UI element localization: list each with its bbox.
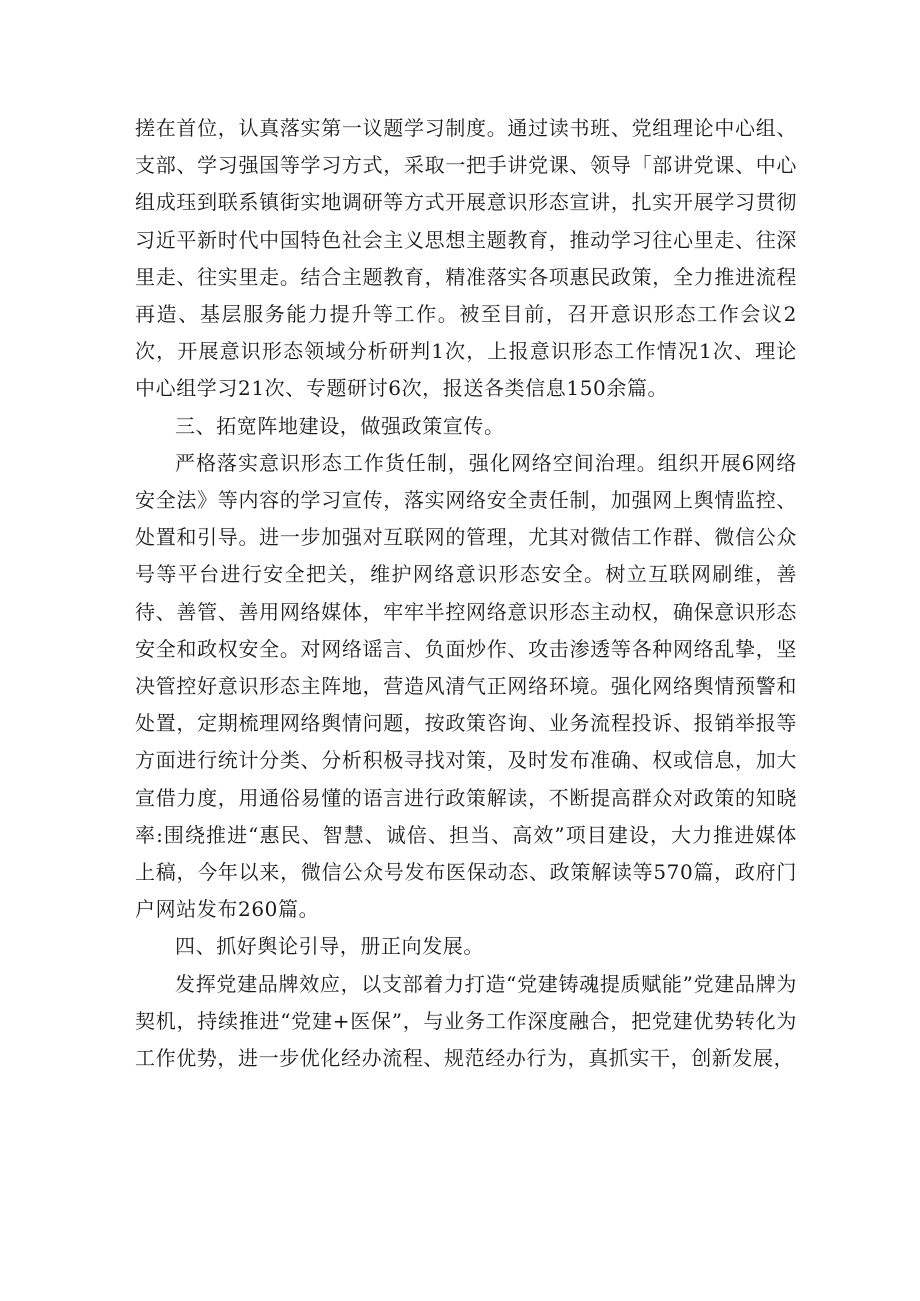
section-heading-four: 四、抓好舆论引导，册正向发展。 [175,934,484,959]
section-heading-three: 三、拓宽阵地建设，做强政策宣传。 [175,413,505,438]
document-body [135,110,797,1077]
paragraph-continuation: 搓在首位，认真落实第一议题学习制度。通过读书班、党组理论中心组、支部、学习强国等学习方式，采取一把手讲党课、领导「部讲党课、中心组成珏到联系镇街实地调研等方式开展意识形态宣讲，扎实开展学习贯彻习近平新时代中国特色社会主义思想主题教育，推动学习往心里走、往深里走、往实里走。结合主题教育，精准落实各项惠民政策，全力推进流程再造、基层服务能力提升等工作。被至目前，召开意识形态工作会议2次，开展意识形态领域分析研判1次，上报意识形态工作情况1次、理论中心组学习21次、专题研讨6次，报送各类信息150余篇。 [135,116,797,401]
paragraph-party-building: 发挥党建品牌效应，以支部着力打造“党建铸魂提质赋能”党建品牌为契机，持续推进“党建+医保”，与业务工作深度融合，把党建优势转化为工作优势，进一步优化经办流程、规范经办行为，真抓实干，创新发展， [135,971,797,1071]
paragraph-network-security: 严格落实意识形态工作货任制，强化网络空间治理。组织开展6网络安全法》等内容的学习宣传，落实网络安全责任制，加强网上舆情监控、处置和引导。进一步加强对互联网的管理，尤其对微佶工作群、微信公众号等平台进行安全把关，维护网络意识形态安全。树立互联网刷维，善待、善管、善用网络媒体，牢牢半控网络意识形态主动权，确保意识形态安全和政权安全。对网络谣言、负面炒作、攻击渗透等各种网络乱挚，坚决管控好意识形态主阵地，营造风清气正网络环境。强化网络舆情预警和处置，定期梳理网络舆情问题，按政策咨询、业务流程投诉、报销举报等方面进行统计分类、分析积极寻找对策，及时发布准确、权或信息，加大宣借力度，用通俗易懂的语言进行政策解读，不断提高群众对政策的知晓率:围绕推进“惠民、智慧、诚倍、担当、高效”项目建设，大力推进媒体上稿，今年以来，微信公众号发布医保动态、政策解读等570篇，政府门户网站发布260篇。 [135,450,797,922]
